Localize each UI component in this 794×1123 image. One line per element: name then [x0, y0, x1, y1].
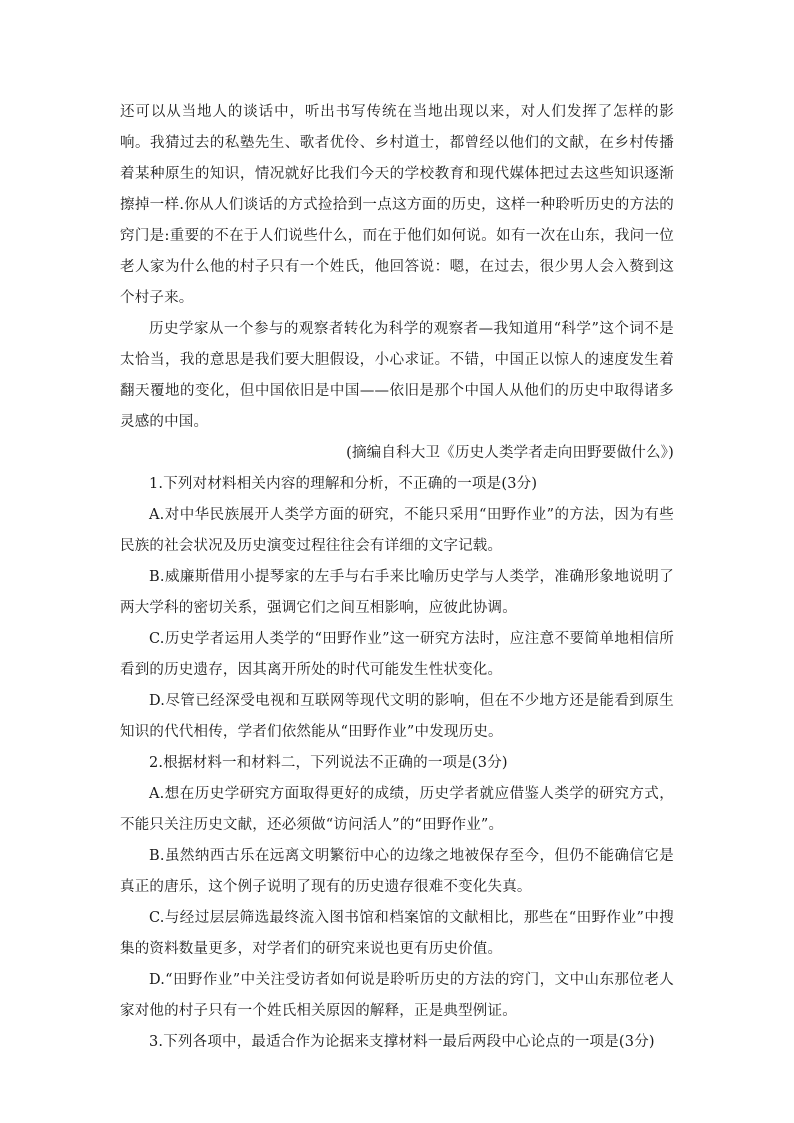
option-c: C.与经过层层筛选最终流入图书馆和档案馆的文献相比，那些在“田野作业”中搜集的资料数量更多，对学者们的研究来说也更有历史价值。	[120, 910, 674, 957]
question-3	[120, 1027, 674, 1058]
question-stem: 2.根据材料一和材料二，下列说法不正确的一项是(3分)	[149, 755, 508, 771]
passage-source: (摘编自科大卫《历史人类学者走向田野要做什么》)	[346, 445, 674, 461]
question-stem: 1.下列对材料相关内容的理解和分析，不正确的一项是(3分)	[149, 476, 538, 492]
option-b: B.虽然纳西古乐在远离文明繁衍中心的边缘之地被保存至今，但仍不能确信它是真正的唐乐，这个例子说明了现有的历史遗存很难不变化失真。	[120, 848, 674, 895]
passage-paragraph-1: 还可以从当地人的谈话中，听出书写传统在当地出现以来，对人们发挥了怎样的影响。我猜过去的私塾先生、歌者优伶、乡村道士，都曾经以他们的文献，在乡村传播着某种原生的知识，情况就好比我们今天的学校教育和现代媒体把过去这些知识逐渐擦掉一样.你从人们谈话的方式捡拾到一点这方面的历史，这样一种聆听历史的方法的窍门是:重要的不在于人们说些什么，而在于他们如何说。如有一次在山东，我问一位老人家为什么他的村子只有一个姓氏，他回答说：嗯，在过去，很少男人会入赘到这个村子来。	[120, 104, 674, 306]
question-2	[120, 748, 674, 1027]
question-1	[120, 469, 674, 748]
option-d: D.尽管已经深受电视和互联网等现代文明的影响，但在不少地方还是能看到原生知识的代代相传，学者们依然能从“田野作业”中发现历史。	[120, 693, 674, 740]
document-page	[120, 97, 674, 1058]
option-b: B.威廉斯借用小提琴家的左手与右手来比喻历史学与人类学，准确形象地说明了两大学科的密切关系，强调它们之间互相影响，应彼此协调。	[120, 569, 674, 616]
question-stem: 3.下列各项中，最适合作为论据来支撑材料一最后两段中心论点的一项是(3分)	[149, 1034, 655, 1050]
option-c: C.历史学者运用人类学的“田野作业”这一研究方法时，应注意不要简单地相信所看到的历史遗存，因其离开所处的时代可能发生性状变化。	[120, 631, 674, 678]
option-a: A.想在历史学研究方面取得更好的成绩，历史学者就应借鉴人类学的研究方式，不能只关注历史文献，还必须做“访问活人”的“田野作业”。	[120, 786, 674, 833]
option-a: A.对中华民族展开人类学方面的研究，不能只采用“田野作业”的方法，因为有些民族的社会状况及历史演变过程往往会有详细的文字记载。	[120, 507, 674, 554]
option-d: D.“田野作业”中关注受访者如何说是聆听历史的方法的窍门，文中山东那位老人家对他的村子只有一个姓氏相关原因的解释，正是典型例证。	[120, 972, 674, 1019]
passage-paragraph-2: 历史学家从一个参与的观察者转化为科学的观察者—我知道用“科学”这个词不是太恰当，我的意思是我们要大胆假设，小心求证。不错，中国正以惊人的速度发生着翻天覆地的变化，但中国依旧是中国——依旧是那个中国人从他们的历史中取得诸多灵感的中国。	[120, 321, 674, 430]
